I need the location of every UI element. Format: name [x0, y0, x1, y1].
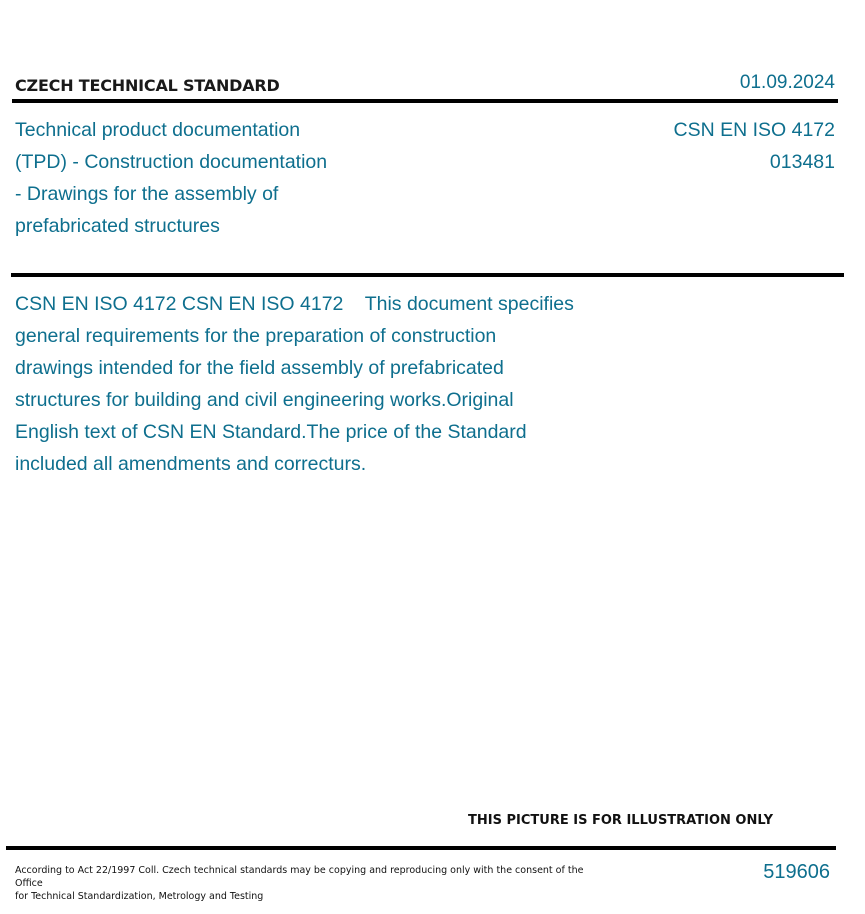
- standard-code: CSN EN ISO 4172: [673, 119, 835, 141]
- standard-title: [15, 114, 415, 242]
- title-line: - Drawings for the assembly of: [15, 183, 279, 205]
- title-line: prefabricated structures: [15, 215, 220, 237]
- catalog-code: 013481: [769, 151, 835, 173]
- description-line: general requirements for the preparation of construction: [15, 325, 497, 347]
- legal-notice: [15, 864, 585, 903]
- description-line: structures for building and civil engineering works.Original: [15, 389, 514, 411]
- legal-line: for Technical Standardization, Metrology and Testing: [15, 891, 264, 902]
- top-divider: [12, 99, 838, 103]
- legal-line: According to Act 22/1997 Coll. Czech technical standards may be copying and reproducing only with the consent of the Office: [15, 865, 584, 889]
- description-line: CSN EN ISO 4172 CSN EN ISO 4172 This document specifies: [15, 293, 574, 315]
- title-line: Technical product documentation: [15, 119, 301, 141]
- standard-description: [15, 288, 640, 480]
- catalog-number: 519606: [763, 861, 830, 883]
- bottom-divider: [6, 846, 836, 850]
- standard-code-block: [674, 114, 835, 178]
- publication-date: 01.09.2024: [739, 72, 835, 93]
- standard-type-label: CZECH TECHNICAL STANDARD: [15, 76, 280, 95]
- description-line: included all amendments and correcturs.: [15, 453, 367, 475]
- illustration-note: THIS PICTURE IS FOR ILLUSTRATION ONLY: [468, 813, 773, 828]
- title-line: (TPD) - Construction documentation: [15, 151, 328, 173]
- middle-divider: [11, 273, 844, 277]
- description-line: English text of CSN EN Standard.The price of the Standard: [15, 421, 527, 443]
- description-line: drawings intended for the field assembly of prefabricated: [15, 357, 504, 379]
